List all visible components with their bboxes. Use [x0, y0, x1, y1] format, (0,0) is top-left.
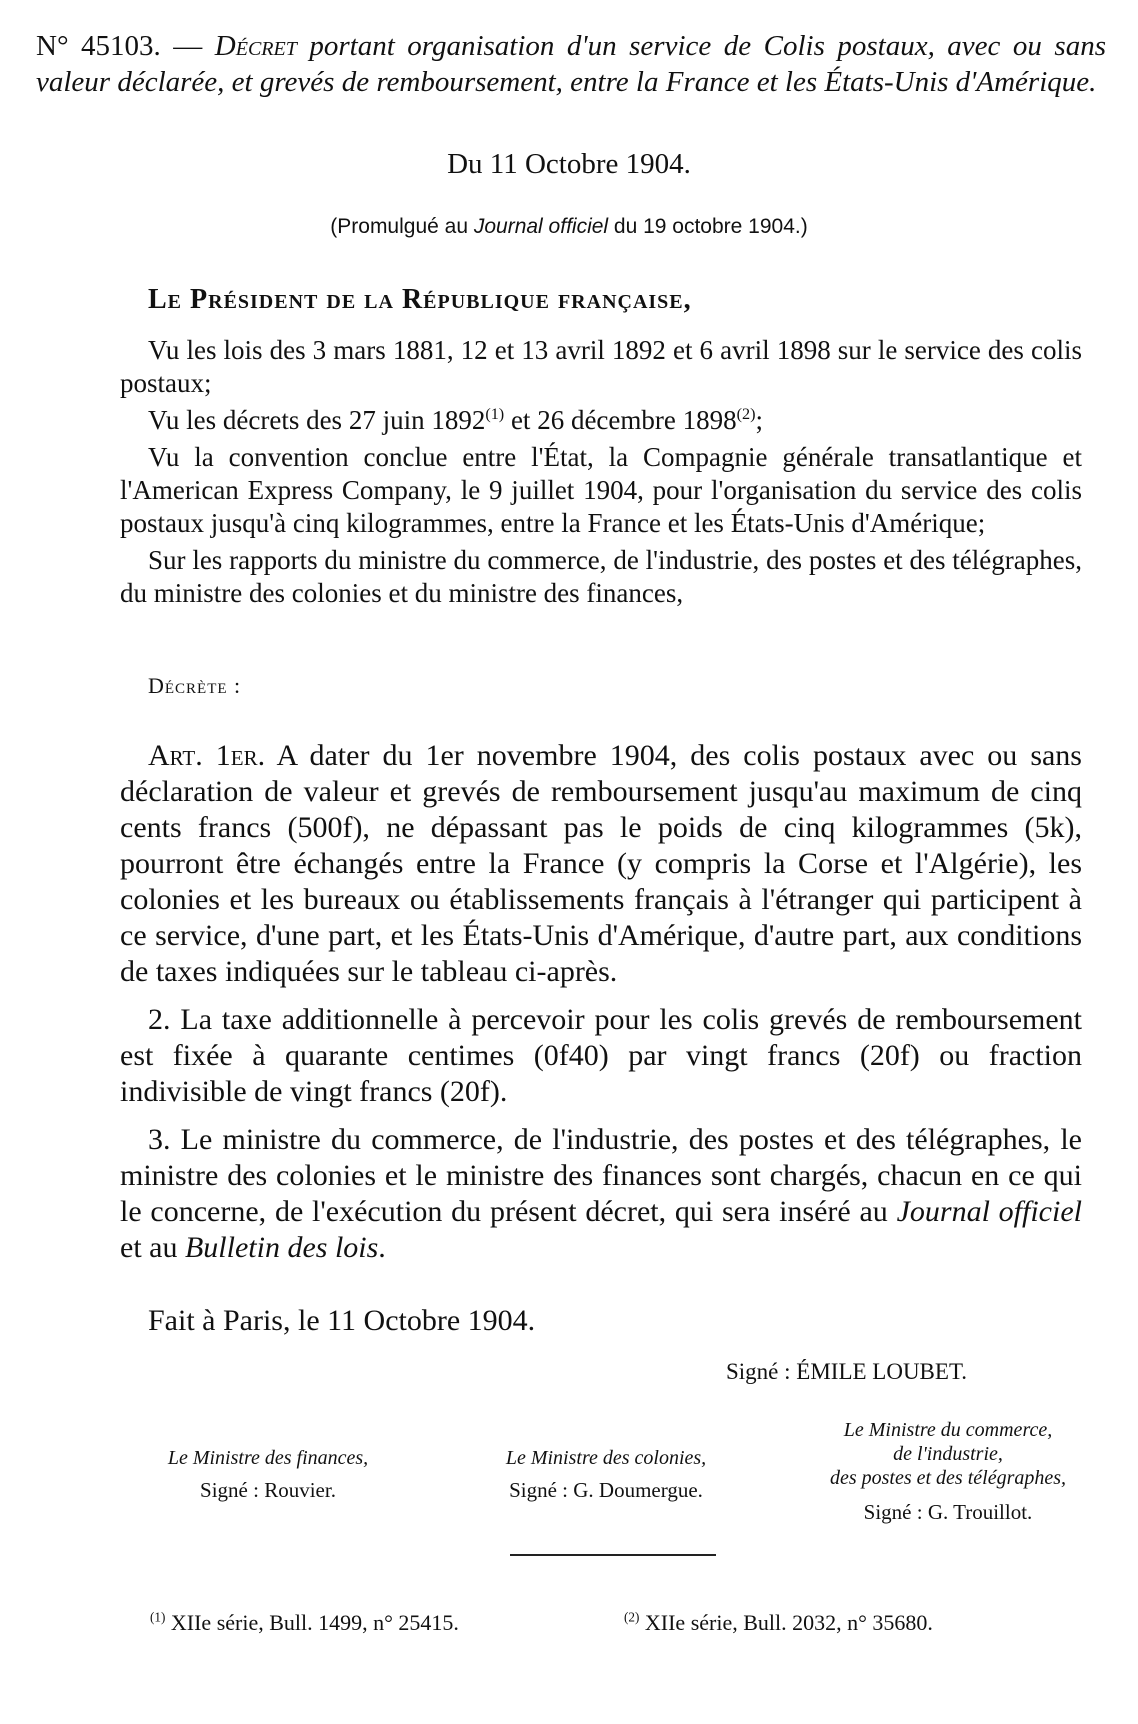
article-1: [120, 738, 1082, 990]
article-1-text: A dater du 1er novembre 1904, des colis postaux avec ou sans déclaration de valeur et grevés de remboursement jusqu'au maximum de cinq cents francs (500f), ne dépassant pas le poids de cinq kilogrammes (5k), pourront être échangés entre la France (y compris la Corse et l'Algérie), les colonies et les bureaux ou établissements français à l'étranger qui participent à ce service, d'une part, et les États-Unis d'Amérique, d'autre part, aux conditions de taxes indiquées sur le tableau ci-après.: [120, 739, 1082, 988]
decrete-heading: Décrète :: [148, 673, 242, 698]
article-3-journal: Journal officiel: [896, 1195, 1082, 1228]
president-heading: Le Président de la République française,: [148, 284, 692, 315]
fait-a-paris: Fait à Paris, le 11 Octobre 1904.: [148, 1304, 536, 1337]
promulgation-note: [0, 215, 1138, 239]
footnote-2: [624, 1610, 933, 1636]
considerant-decrees-middle: et 26 décembre 1898: [504, 405, 737, 435]
footnote-1-text: XIIe série, Bull. 1499, n° 25415.: [165, 1610, 459, 1635]
decree-word: Décret: [214, 30, 297, 62]
articles: [120, 738, 1082, 1278]
promulgation-before: (Promulgué au: [330, 215, 474, 238]
divider-rule: [510, 1554, 716, 1556]
article-3-middle: et au: [120, 1231, 185, 1264]
minister-commerce: [788, 1418, 1108, 1524]
footnote-ref-2: (2): [736, 405, 756, 423]
considerant-decrees-after: ;: [755, 405, 764, 435]
footnote-ref-1: (1): [485, 405, 505, 423]
promulgation-journal: Journal officiel: [473, 215, 609, 238]
footnote-1-mark: (1): [150, 1609, 166, 1625]
decree-number: N° 45103.: [36, 30, 161, 62]
footnote-2-text: XIIe série, Bull. 2032, n° 35680.: [639, 1610, 933, 1635]
minister-colonies-signature: Signé : G. Doumergue.: [509, 1478, 703, 1502]
minister-finances-role: Le Ministre des finances,: [167, 1447, 369, 1469]
article-3: [120, 1122, 1082, 1266]
footnote-2-mark: (2): [624, 1609, 640, 1625]
president-signature: Signé : ÉMILE LOUBET.: [726, 1359, 968, 1384]
heading-dash: —: [160, 30, 215, 62]
article-1-label: Art. 1er.: [148, 739, 266, 772]
minister-commerce-role-line-3: des postes et des télégraphes,: [829, 1467, 1067, 1489]
minister-commerce-signature: Signé : G. Trouillot.: [863, 1500, 1033, 1524]
minister-finances: [128, 1446, 408, 1502]
considerant-decrees-before: Vu les décrets des 27 juin 1892: [148, 405, 486, 435]
considerants: [120, 334, 1082, 614]
considerant-laws: Vu les lois des 3 mars 1881, 12 et 13 avril 1892 et 6 avril 1898 sur le service des colis postaux;: [120, 335, 1082, 398]
decree-heading: [36, 28, 1106, 100]
considerant-decrees: [120, 404, 1082, 437]
minister-colonies-role: Le Ministre des colonies,: [505, 1447, 707, 1469]
article-2: 2. La taxe additionnelle à percevoir pour les colis grevés de remboursement est fixée à quarante centimes (0f40) par vingt francs (20f) ou fraction indivisible de vingt francs (20f).: [120, 1003, 1082, 1108]
article-3-text: 3. Le ministre du commerce, de l'industrie, des postes et des télégraphes, le ministre des colonies et le ministre des finances sont chargés, chacun en ce qui le concerne, de l'exécution du présent décret, qui sera inséré au: [120, 1123, 1082, 1228]
minister-commerce-role-line-2: de l'industrie,: [893, 1443, 1003, 1465]
footnote-1: [150, 1610, 459, 1636]
minister-commerce-role-line-1: Le Ministre du commerce,: [843, 1419, 1053, 1441]
decree-date: Du 11 Octobre 1904.: [447, 148, 691, 180]
considerant-convention: Vu la convention conclue entre l'État, la Compagnie générale transatlantique et l'American Express Company, le 9 juillet 1904, pour l'organisation du service des colis postaux jusqu'à cinq kilogrammes, entre la France et les États-Unis d'Amérique;: [120, 442, 1082, 538]
article-3-end: .: [378, 1231, 386, 1264]
decree-title: portant organisation d'un service de Colis postaux, avec ou sans valeur déclarée, et grevés de remboursement, entre la France et les États-Unis d'Amérique.: [36, 30, 1106, 98]
article-3-bulletin: Bulletin des lois: [184, 1231, 379, 1264]
minister-colonies: [460, 1446, 752, 1502]
minister-finances-signature: Signé : Rouvier.: [200, 1478, 336, 1502]
considerant-reports: Sur les rapports du ministre du commerce, de l'industrie, des postes et des télégraphes, du ministre des colonies et du ministre des finances,: [120, 545, 1082, 608]
promulgation-after: du 19 octobre 1904.): [608, 215, 808, 238]
